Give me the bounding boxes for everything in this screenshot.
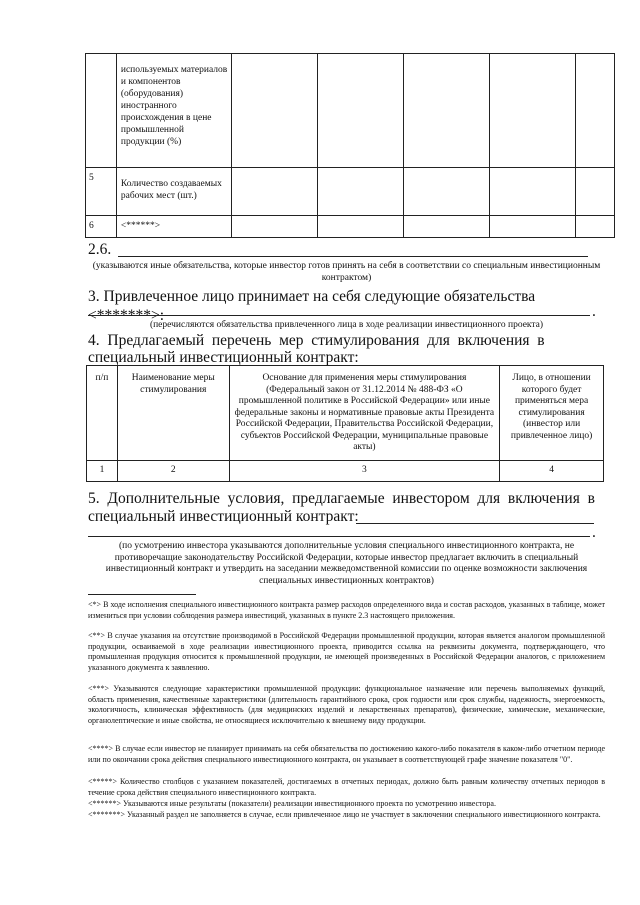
table-cell [232,216,318,238]
table-cell [404,216,490,238]
row-label: Количество создаваемых рабочих мест (шт.) [116,168,231,216]
column-header: Основание для применения меры стимулирования (Федеральный закон от 31.12.2014 № 488-ФЗ «О промышленной политике в Российской Федерации» или иные федеральные законы и нормативные правовые акты Президента Российской Федерации, Правительства Российской Федерации, субъектов Российской Федерации, муниципальные правовые акты) [229,366,500,461]
table-cell [318,168,404,216]
section-5-line1: 5. Дополнительные условия, предлагаемые инвестором для включения в [88,490,595,507]
table-row [86,54,615,168]
table-header-row [87,366,604,461]
fill-line [88,315,590,316]
column-header: п/п [87,366,118,461]
table-cell [490,168,576,216]
footnote: <***> Указываются следующие характеристики промышленной продукции: функциональное назначение или перечень выполняемых функций, область применения, качественные характеристики (длительность гарантийного срока, срок годности или срок службы, надежность, энергоемкость, экологичность, клиническая эффективность (для медицинских изделий и лекарственных препаратов), физические, химические, механические, органолептические и иные свойства, не относящиеся исключительно к внешнему виду продукции. [88,684,605,725]
row-number [86,54,117,168]
table-cell [576,54,615,168]
table-cell [318,216,404,238]
column-header: Лицо, в отношении которого будет применяться мера стимулирования (инвестор или привлеченное лицо) [500,366,604,461]
section-4-line1: 4. Предлагаемый перечень мер стимулирования для включения в [88,332,545,349]
fill-line [88,536,590,537]
table-cell [576,216,615,238]
column-number: 4 [500,460,604,481]
row-number: 5 [86,168,117,216]
section-3-caption: (перечисляются обязательства привлеченного лица в ходе реализации инвестиционного проекта) [149,320,544,330]
section-4-line2: специальный инвестиционный контракт: [88,349,359,366]
column-number: 2 [117,460,229,481]
table-cell [576,168,615,216]
footnote: <******> Указываются иные результаты (показатели) реализации инвестиционного проекта по усмотрению инвестора. [88,799,496,808]
table-row [86,216,615,238]
footnote: <*****> Количество столбцов с указанием показателей, достигаемых в отчетных периодах, должно быть равным количеству отчетных периодов в течение срока действия специального инвестиционного контракта. [88,777,605,797]
footnote-separator [88,594,196,595]
table-cell [232,168,318,216]
table-cell [232,54,318,168]
section-2-6-number: 2.6. [88,241,112,258]
footnote: <****> В случае если инвестор не планирует принимать на себя обязательства по достижению какого-либо показателя в каком-либо отчетном периоде или по окончании срока действия специального инвестиционного контракта, он указывает в соответствующей графе значение показателя "0". [88,744,605,764]
section-5-end: . [592,524,596,541]
footnote: <*******> Указанный раздел не заполняется в случае, если привлеченное лицо не участвует в заключении специального инвестиционного контракта. [88,810,601,819]
fill-line [356,523,594,524]
section-5-line2: специальный инвестиционный контракт: [88,508,359,525]
row-label: используемых материалов и компонентов (оборудования) иностранного происхождения в цене промышленной продукции (%) [116,54,231,168]
column-header: Наименование меры стимулирования [117,366,229,461]
column-number: 3 [229,460,500,481]
row-label: <******> [116,216,231,238]
incentives-table [86,365,604,482]
table-cell [490,216,576,238]
section-3-text: 3. Привлеченное лицо принимает на себя следующие обязательства <*******>: [88,288,536,324]
table-cell [404,168,490,216]
table-row [86,168,615,216]
column-number: 1 [87,460,118,481]
fill-line [118,256,588,257]
table-cell [404,54,490,168]
indicators-table [85,53,615,238]
section-2-6-caption: (указываются иные обязательства, которые инвестор готов принять на себя в соответствии со специальным инвестиционным контрактом) [92,261,601,283]
section-3-end: . [592,303,596,320]
footnote: <**> В случае указания на отсутствие производимой в Российской Федерации промышленной продукции, которая является аналогом промышленной продукции, осваиваемой в ходе реализации инвестиционного проекта, приводится ссылка на реквизиты документа, подтверждающего, что промышленная продукция относится к промышленной продукции, не имеющей произведенных в Российской Федерации аналогов, с приложением указанного документа к заявлению. [88,631,605,672]
table-row [87,460,604,481]
row-number: 6 [86,216,117,238]
section-5-caption: (по усмотрению инвестора указываются дополнительные условия специального инвестиционного контракта, не противоречащие законодательству Российской Федерации, которые инвестор предлагает включить в специальный инвестиционный контракт и утвердить на заседании межведомственной комиссии по оценке возможности заключения специальных инвестиционных контрактов) [105,541,588,586]
table-cell [318,54,404,168]
table-cell [490,54,576,168]
footnote: <*> В ходе исполнения специального инвестиционного контракта размер расходов определенного вида и состав расходов, указанных в таблице, может измениться при условии соблюдения размера инвестиций, указанных в пункте 2.3 настоящего приложения. [88,600,605,620]
